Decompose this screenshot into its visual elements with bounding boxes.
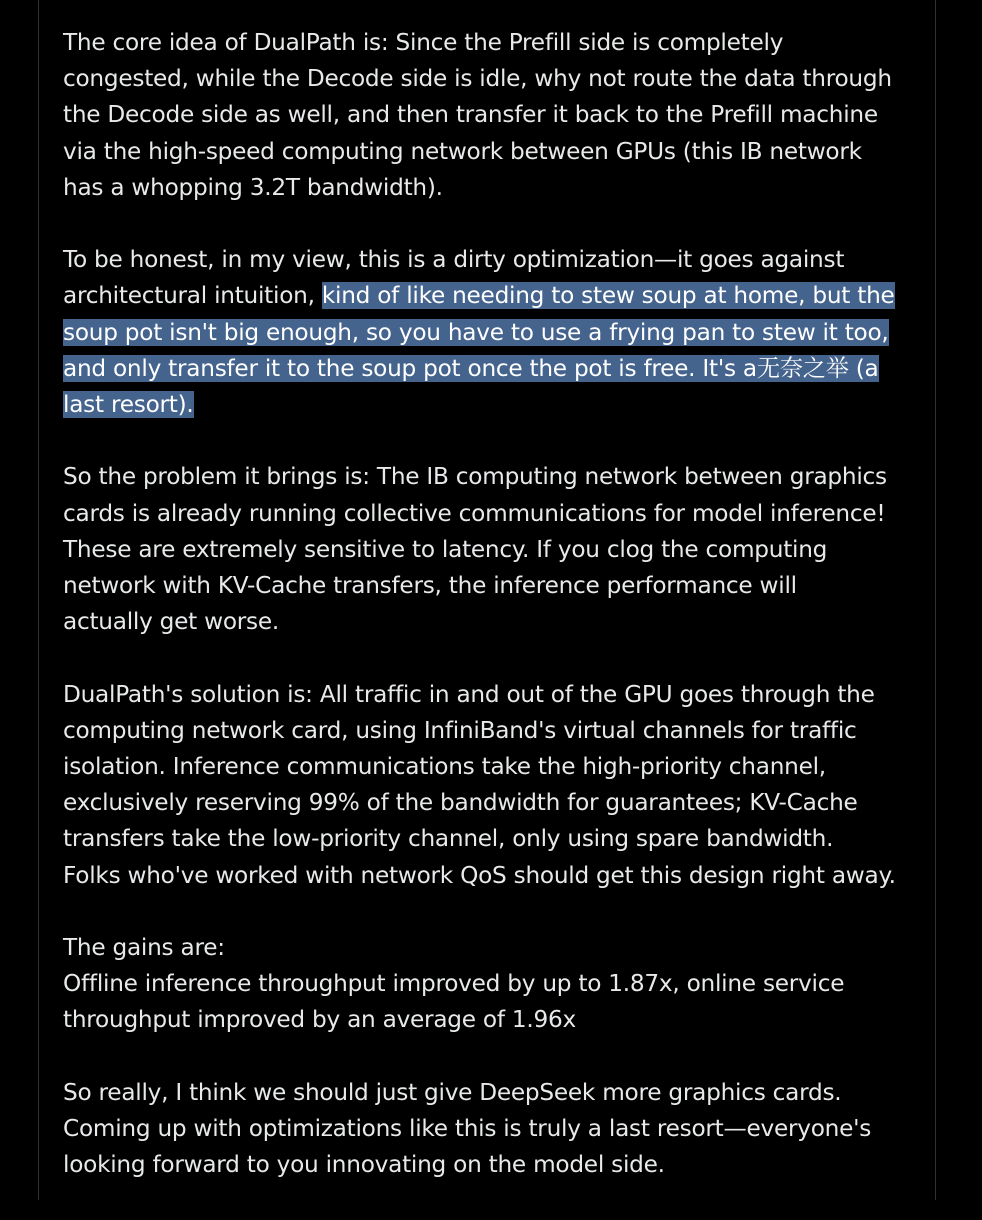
text-line bbox=[63, 278, 923, 314]
text-line: computing network card, using InfiniBand's virtual channels for traffic bbox=[63, 716, 857, 744]
text-line: exclusively reserving 99% of the bandwidth for guarantees; KV-Cache bbox=[63, 789, 858, 817]
text-line: network with KV-Cache transfers, the inference performance will bbox=[63, 572, 797, 600]
text-line: DualPath's solution is: All traffic in and out of the GPU goes through the bbox=[63, 680, 875, 708]
text-line: throughput improved by an average of 1.96x bbox=[63, 1006, 576, 1034]
text-line: To be honest, in my view, this is a dirty optimization—it goes against bbox=[63, 246, 845, 274]
text-line: congested, while the Decode side is idle, why not route the data through bbox=[63, 65, 892, 93]
text-line: So really, I think we should just give DeepSeek more graphics cards. bbox=[63, 1078, 842, 1106]
selected-text[interactable]: last resort). bbox=[63, 391, 194, 419]
text-line: cards is already running collective communications for model inference! bbox=[63, 499, 886, 527]
text-line: looking forward to you innovating on the model side. bbox=[63, 1151, 665, 1179]
text-line bbox=[63, 315, 923, 351]
text-line: Offline inference throughput improved by up to 1.87x, online service bbox=[63, 970, 845, 998]
paragraph-honest-view bbox=[63, 242, 923, 423]
paragraph-gains bbox=[63, 930, 923, 1039]
paragraph-conclusion bbox=[63, 1075, 923, 1184]
text-line: These are extremely sensitive to latency. If you clog the computing bbox=[63, 535, 828, 563]
text-segment: architectural intuition, bbox=[63, 282, 322, 310]
text-line bbox=[63, 351, 923, 387]
text-line: Coming up with optimizations like this is truly a last resort—everyone's bbox=[63, 1115, 872, 1143]
selected-text[interactable]: soup pot isn't big enough, so you have to use a frying pan to stew it too, bbox=[63, 318, 889, 346]
text-line: The core idea of DualPath is: Since the Prefill side is completely bbox=[63, 29, 784, 56]
text-line: the Decode side as well, and then transfer it back to the Prefill machine bbox=[63, 101, 878, 129]
text-line: via the high-speed computing network between GPUs (this IB network bbox=[63, 137, 862, 165]
text-line: actually get worse. bbox=[63, 608, 280, 636]
text-line bbox=[63, 387, 923, 423]
text-line: The gains are: bbox=[63, 934, 225, 962]
post-body bbox=[63, 25, 923, 1220]
selected-text[interactable]: kind of like needing to stew soup at home, but the bbox=[321, 282, 895, 310]
text-line: Folks who've worked with network QoS should get this design right away. bbox=[63, 861, 896, 889]
text-line: So the problem it brings is: The IB computing network between graphics bbox=[63, 463, 887, 491]
text-line: isolation. Inference communications take the high-priority channel, bbox=[63, 753, 826, 781]
text-line: has a whopping 3.2T bandwidth). bbox=[63, 173, 443, 201]
paragraph-dualpath-idea bbox=[63, 25, 923, 206]
text-line: transfers take the low-priority channel, only using spare bandwidth. bbox=[63, 825, 834, 853]
paragraph-solution bbox=[63, 677, 923, 894]
paragraph-problem bbox=[63, 459, 923, 640]
selected-text[interactable]: and only transfer it to the soup pot once the pot is free. It's a无奈之举 (a bbox=[63, 354, 879, 382]
